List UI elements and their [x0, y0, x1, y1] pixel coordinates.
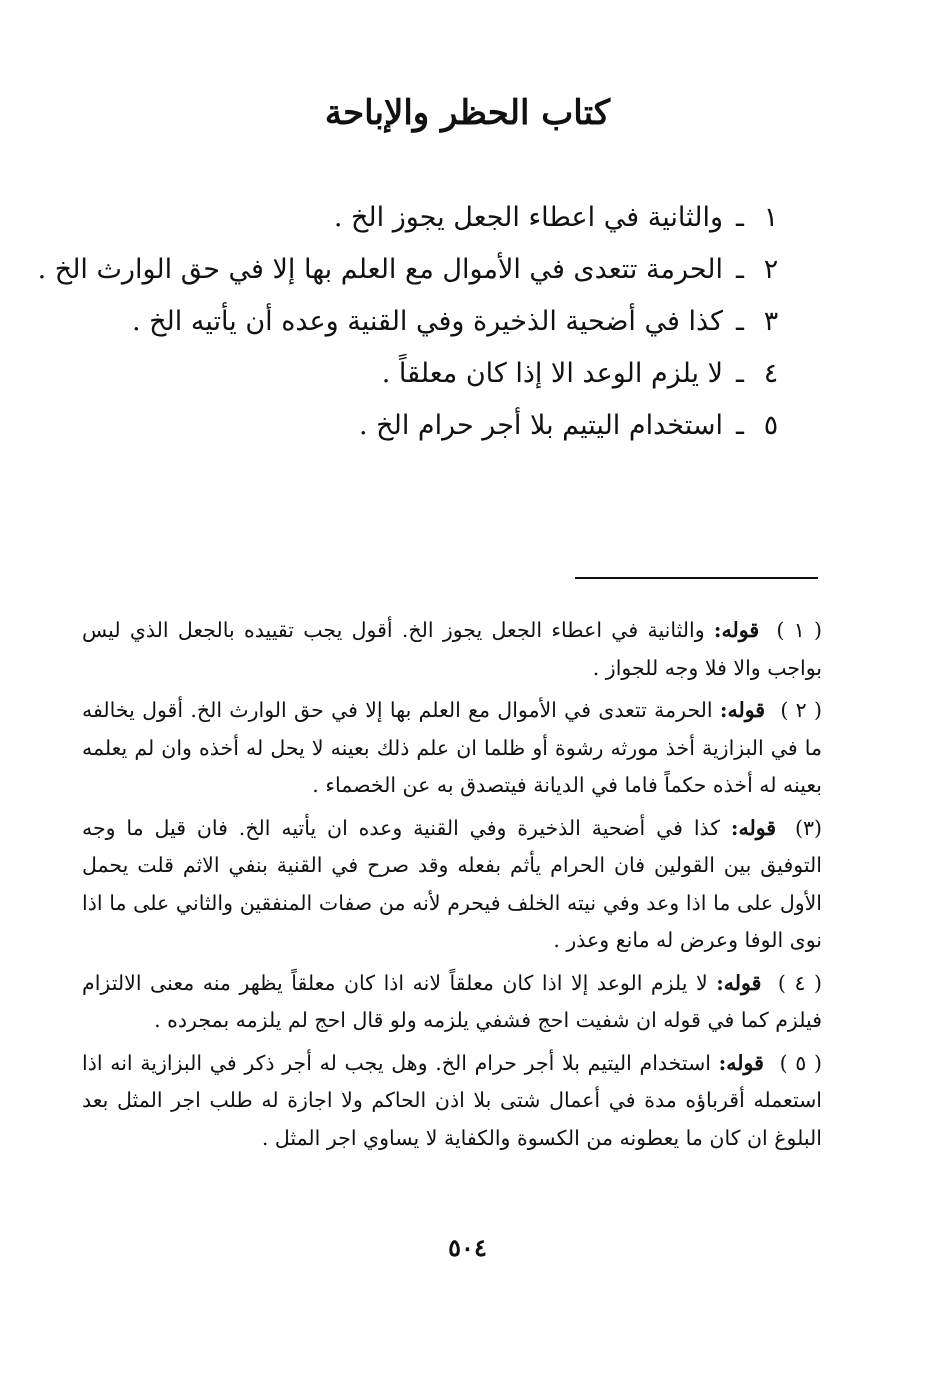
footnote-text: والثانية في اعطاء الجعل يجوز الخ. أقول يجب تقييده بالجعل الذي ليس بواجب والا فلا وجه للجواز .: [82, 618, 822, 680]
index-text: استخدام اليتيم بلا أجر حرام الخ .: [359, 410, 723, 441]
index-text: والثانية في اعطاء الجعل يجوز الخ .: [333, 202, 723, 233]
index-item: [105, 296, 785, 348]
index-item: [105, 192, 785, 244]
index-dash: ـ: [736, 358, 744, 389]
index-dash: ـ: [736, 410, 744, 441]
footnote-number: (٣): [794, 815, 822, 840]
footnote: [82, 692, 822, 805]
footnote-keyword: قوله:: [719, 698, 766, 722]
index-dash: ـ: [736, 306, 744, 337]
footnote: [82, 965, 822, 1040]
footnote: [82, 810, 822, 960]
footnote-number: ( ٤ ): [777, 970, 822, 995]
index-item: [105, 400, 785, 452]
index-text: كذا في أضحية الذخيرة وفي القنية وعده أن يأتيه الخ .: [131, 306, 723, 337]
footnote-keyword: قوله:: [730, 815, 777, 840]
footnote: [82, 1045, 822, 1158]
index-dash: ـ: [736, 254, 744, 285]
footnote-keyword: قوله:: [718, 1050, 764, 1075]
footnote-number: ( ٢ ): [780, 698, 822, 722]
chapter-title: كتاب الحظر والإباحة: [324, 93, 611, 133]
footnote-text: استخدام اليتيم بلا أجر حرام الخ. وهل يجب له أجر ذكر في البزازية انه اذا استعمله أقرباؤه مدة في أعمال شتى بلا اذن الحاكم ولا اجازة له طلب اجر المثل بعد البلوغ ان كان ما يعطونه من الكسوة والكفاية لا يساوي اجر المثل .: [82, 1050, 822, 1150]
footnote: [82, 612, 822, 687]
footnote-text: كذا في أضحية الذخيرة وفي القنية وعده ان يأتيه الخ. فان قيل ما وجه التوفيق بين القولين فان الحرام يأثم بفعله وقد صرح في القنية بنفي الاثم قلت يحمل الأول على ما اذا وعد وفي نيته الخلف فيحرم لأنه من صفات المنفقين والثاني على ما اذا نوى الوفا وعرض له مانع وعذر .: [82, 815, 822, 952]
index-number: ١: [763, 202, 779, 233]
footnote-separator: [575, 577, 818, 579]
footnote-number: ( ١ ): [776, 618, 822, 642]
index-dash: ـ: [736, 202, 744, 233]
footnote-text: لا يلزم الوعد إلا اذا كان معلقاً لانه اذا كان معلقاً يظهر منه معنى الالتزام فيلزم كما في قوله ان شفيت احج فشفي يلزمه ولو قال احج لم يلزمه بمجرده .: [82, 970, 822, 1032]
chapter-index-list: [37, 192, 785, 452]
index-text: الحرمة تتعدى في الأموال مع العلم بها إلا في حق الوارث الخ .: [37, 254, 723, 285]
footnote-keyword: قوله:: [713, 618, 760, 642]
index-text: لا يلزم الوعد الا إذا كان معلقاً .: [381, 358, 723, 389]
footnote-number: ( ٥ ): [779, 1050, 822, 1075]
footnotes: [82, 612, 822, 1162]
footnote-text: الحرمة تتعدى في الأموال مع العلم بها إلا في حق الوارث الخ. أقول يخالفه ما في البزازية أخذ مورثه رشوة أو ظلما ان علم ذلك بعينه لا يحل له أخذه وان لم يعلمه بعينه له أخذه حكماً فاما في الديانة فيتصدق به عن الخصماء .: [82, 698, 822, 797]
page-number: ٥٠٤: [448, 1233, 487, 1262]
index-item: [37, 244, 785, 296]
index-number: ٥: [763, 410, 779, 441]
footnote-keyword: قوله:: [716, 970, 762, 995]
index-number: ٣: [763, 306, 779, 337]
index-item: [105, 348, 785, 400]
index-number: ٢: [763, 254, 779, 285]
index-number: ٤: [763, 358, 779, 389]
